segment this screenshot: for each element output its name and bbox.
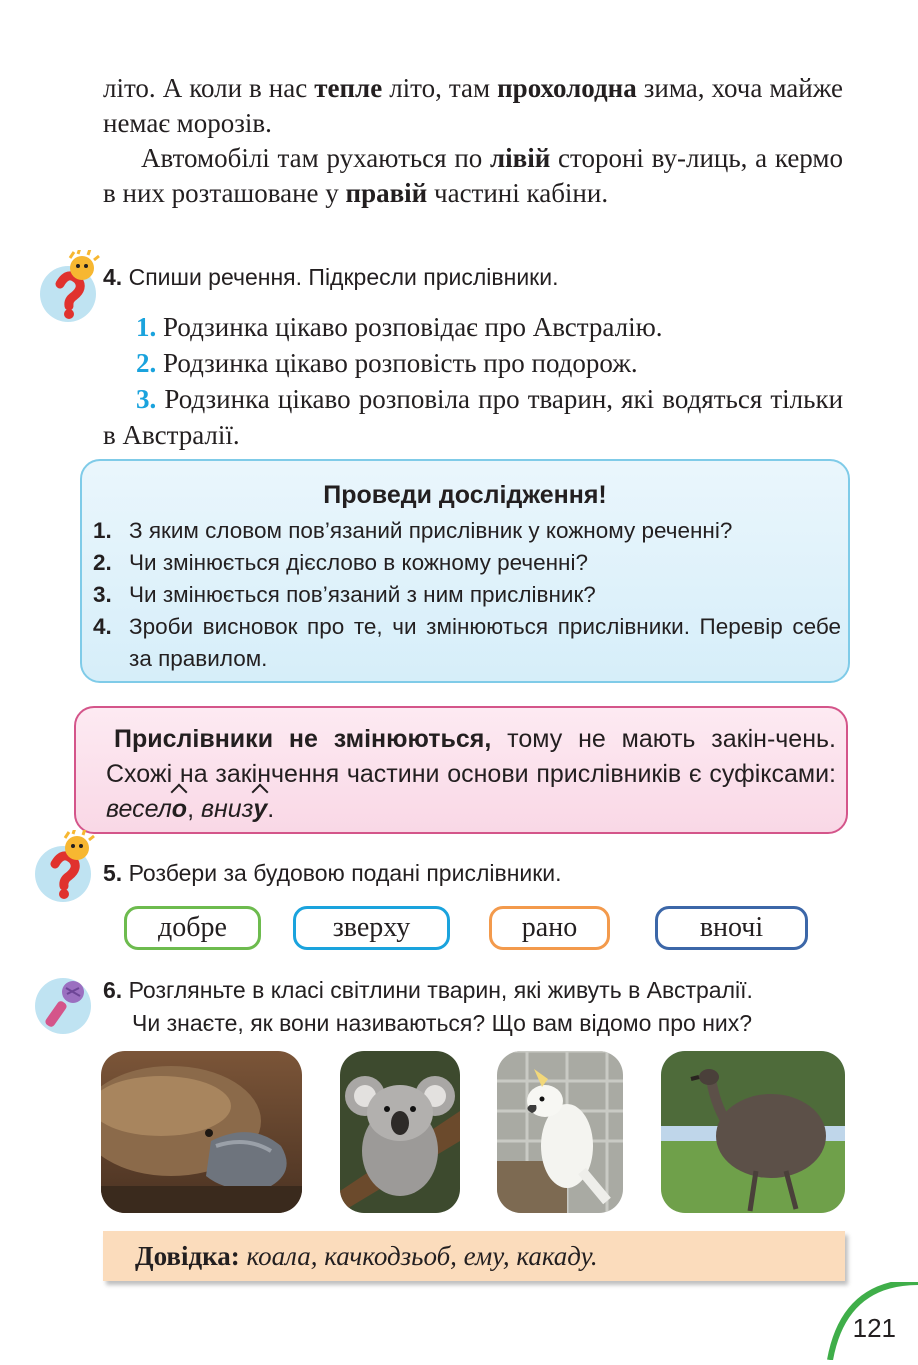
task-4-sentences — [103, 309, 843, 453]
reference-label: Довідка: — [135, 1241, 240, 1271]
thinking-character-icon — [33, 830, 101, 906]
sentence-1: 1. Родзинка цікаво розповідає про Австралію. — [136, 312, 663, 342]
task-5-heading: 5. Розбери за будовою подані прислівники. — [103, 860, 562, 886]
thinking-character-icon — [38, 250, 106, 326]
task-4-heading: 4. Спиши речення. Підкресли прислівники. — [103, 264, 559, 290]
page-number: 121 — [852, 1313, 896, 1343]
sentence-3: 3. Родзинка цікаво розповіла про тварин, які водяться тільки в Австралії. — [103, 384, 844, 450]
word-pill: рано — [489, 906, 610, 950]
word-pill: зверху — [293, 906, 450, 950]
intro-paragraph-1: літо. А коли в нас тепле літо, там прохолодна зима, хоча майже немає морозів. — [103, 73, 843, 138]
research-item: 3. Чи змінюється пов’язаний з ним прислівник? — [93, 582, 596, 607]
rule-text: Прислівники не змінюються, тому не мають закін-чень. Схожі на закінчення частини основи прислівників є суфіксами: весело, внизу. — [106, 722, 836, 827]
sentence-2: 2. Родзинка цікаво розповість про подорож. — [136, 348, 638, 378]
research-box — [80, 459, 850, 683]
research-item: 2. Чи змінюється дієслово в кожному реченні? — [93, 550, 588, 575]
reference-words: коала, качкодзьоб, ему, какаду. — [246, 1241, 598, 1271]
rule-box — [74, 706, 848, 834]
research-item: 4. Зроби висновок про те, чи змінюються прислівники. Перевір себе за правилом. — [93, 614, 841, 671]
research-title: Проведи дослідження! — [323, 481, 607, 509]
reference-strip — [103, 1231, 845, 1281]
microphone-icon — [33, 970, 101, 1036]
photo-koala — [340, 1051, 460, 1213]
word-pill: вночі — [655, 906, 808, 950]
photo-platypus — [101, 1051, 302, 1213]
photo-emu — [661, 1051, 845, 1213]
word-pill: добре — [124, 906, 261, 950]
research-item: 1. З яким словом пов’язаний прислівник у кожному реченні? — [93, 518, 733, 543]
intro-paragraph — [103, 71, 843, 211]
task-6-heading: 6. Розгляньте в класі світлини тварин, які живуть в Австралії. Чи знаєте, як вони називаються? Що вам відомо про них? — [103, 977, 753, 1036]
photo-cockatoo — [497, 1051, 623, 1213]
intro-paragraph-2: Автомобілі там рухаються по лівій стороні ву-лиць, а кермо в них розташоване у правій частині кабіни. — [103, 143, 843, 208]
